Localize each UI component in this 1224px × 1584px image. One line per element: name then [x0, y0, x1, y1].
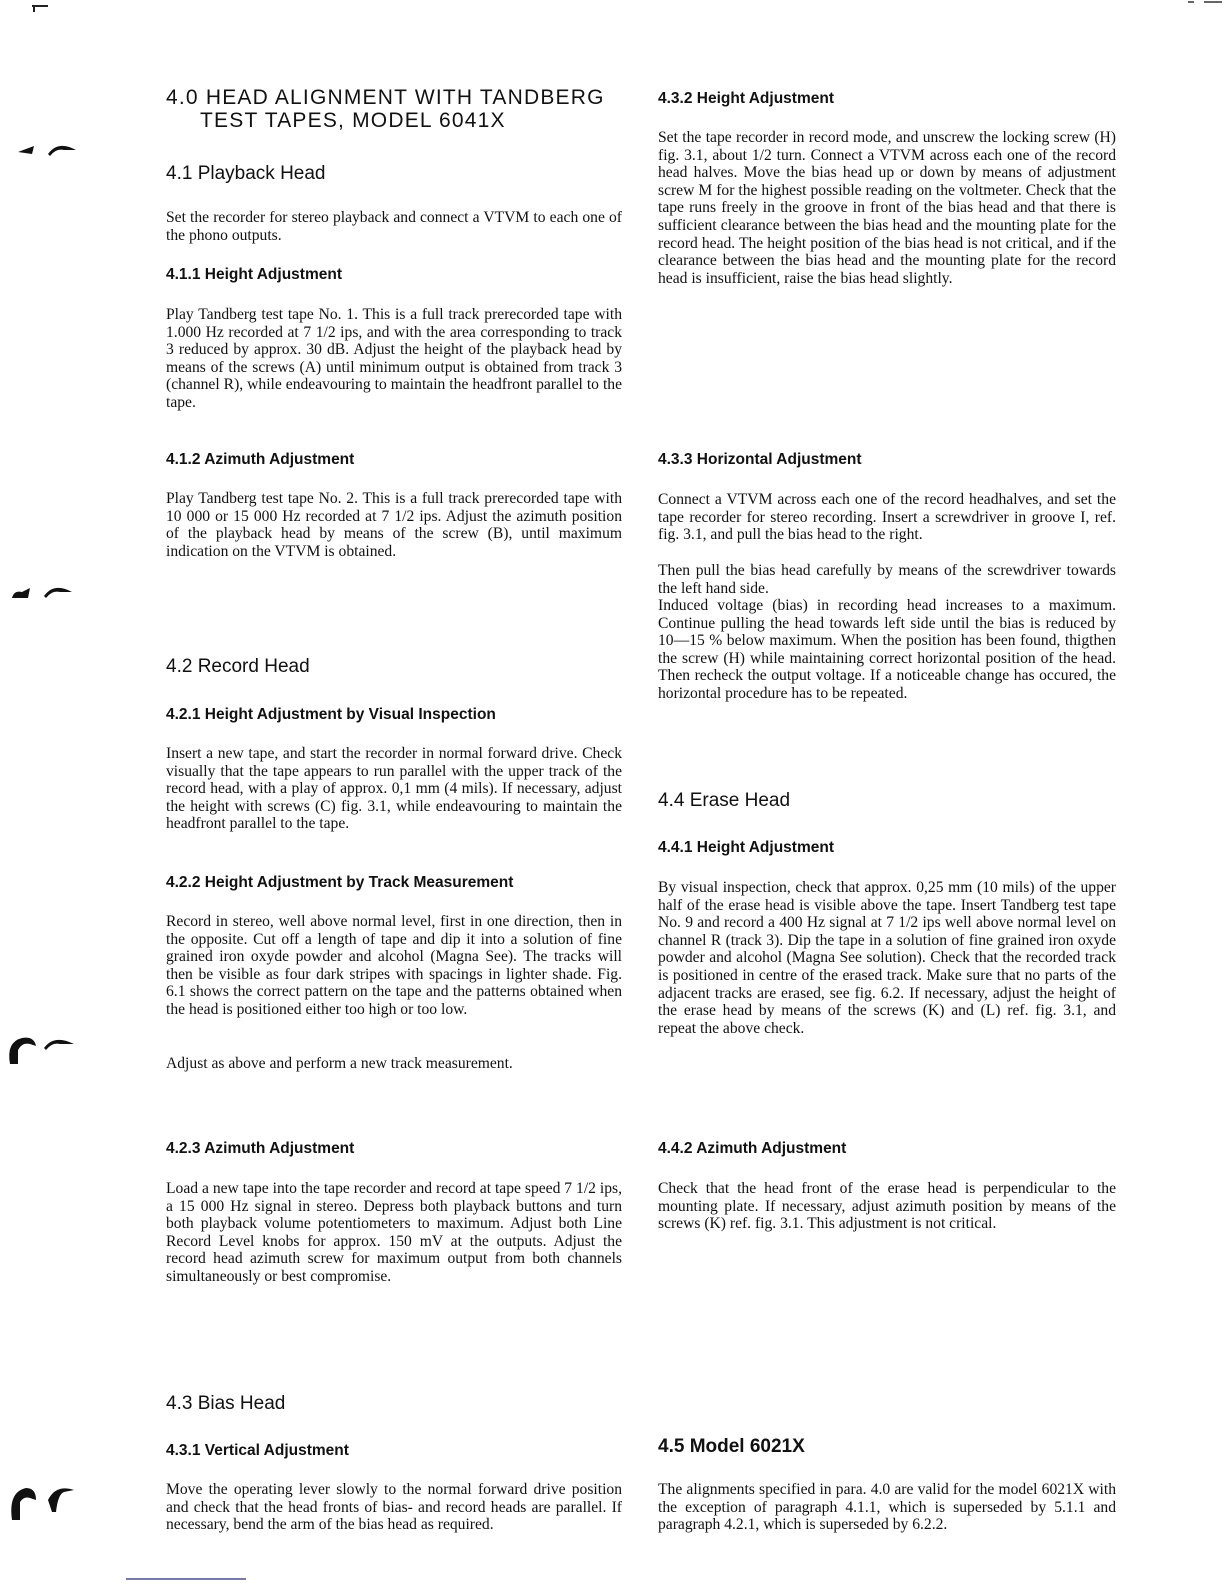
heading-4-2: 4.2 Record Head [166, 656, 310, 677]
heading-4-4-1: 4.4.1 Height Adjustment [658, 839, 834, 856]
heading-4-1: 4.1 Playback Head [166, 163, 326, 184]
heading-4-1-2: 4.1.2 Azimuth Adjustment [166, 451, 355, 468]
heading-4-3: 4.3 Bias Head [166, 1393, 286, 1414]
corner-mark-right [1184, 0, 1224, 6]
text-4-2-1: Insert a new tape, and start the recorder in normal forward drive. Check visually that the tape appears to run parallel with the upper track of the record head, with a play of approx. 0,1 mm (4 mils). If necessary, adjust the height with screws (C) fig. 3.1, while endeavouring to maintain the headfront parallel to the tape. [166, 745, 622, 833]
heading-4-3-2: 4.3.2 Height Adjustment [658, 90, 834, 107]
text-4-3-3-b: Then pull the bias head carefully by means of the screwdriver towards the left hand side. [658, 562, 1116, 597]
heading-4-3-3: 4.3.3 Horizontal Adjustment [658, 451, 862, 468]
title-line-1: 4.0 HEAD ALIGNMENT WITH TANDBERG [166, 86, 605, 109]
bottom-edge-line [126, 1578, 246, 1580]
title-line-2: TEST TAPES, MODEL 6041X [200, 109, 506, 132]
text-4-3-1: Move the operating lever slowly to the normal forward drive position and check that the head fronts of bias- and record heads are parallel. If necessary, bend the arm of the bias head as required. [166, 1481, 622, 1534]
text-4-1: Set the recorder for stereo playback and connect a VTVM to each one of the phono outputs. [166, 209, 622, 244]
text-4-1-1: Play Tandberg test tape No. 1. This is a full track prerecorded tape with 1.000 Hz recorded at 7 1/2 ips, and with the area corresponding to track 3 reduced by approx. 30 dB. Adjust the height of the playback head by means of the screws (A) until minimum output is obtained from track 3 (channel R), while endeavouring to maintain the headfront parallel to the tape. [166, 306, 622, 411]
heading-4-2-1: 4.2.1 Height Adjustment by Visual Inspection [166, 706, 496, 723]
heading-4-1-1: 4.1.1 Height Adjustment [166, 266, 342, 283]
text-4-2-2: Record in stereo, well above normal level, first in one direction, then in the opposite. Cut off a length of tape and dip it into a solution of fine grained iron oxyde powder and alcohol (Magna See). The tracks will then be visible as four dark stripes with spacings in lighter shade. Fig. 6.1 shows the correct pattern on the tape and the patterns obtained when the head is positioned either too high or too low. [166, 913, 622, 1018]
heading-4-2-3: 4.2.3 Azimuth Adjustment [166, 1140, 355, 1157]
heading-4-3-1: 4.3.1 Vertical Adjustment [166, 1442, 349, 1459]
text-4-3-2: Set the tape recorder in record mode, and unscrew the locking screw (H) fig. 3.1, about 1/2 turn. Connect a VTVM across each one of the record head halves. Move the bias head up or down by means of adjustment screw M for the highest possible reading on the voltmeter. Check that the tape runs freely in the groove in front of the bias head and that there is sufficient clearance between the bias head and the mounting plate for the record head. The height position of the bias head is not critical, and if the clearance between the bias head and the mounting plate for the record head is insufficient, raise the bias head slightly. [658, 129, 1116, 287]
heading-4-2-2: 4.2.2 Height Adjustment by Track Measurement [166, 874, 514, 891]
text-4-4-2: Check that the head front of the erase head is perpendicular to the mounting plate. If necessary, adjust azimuth position by means of the screws (K) ref. fig. 3.1. This adjustment is not critical. [658, 1180, 1116, 1233]
text-4-1-2: Play Tandberg test tape No. 2. This is a full track prerecorded tape with 10 000 or 15 000 Hz recorded at 7 1/2 ips. Adjust the azimuth position of the playback head by means of the screw (B), until maximum indication on the VTVM is obtained. [166, 490, 622, 560]
heading-4-4: 4.4 Erase Head [658, 790, 791, 811]
heading-4-5: 4.5 Model 6021X [658, 1436, 805, 1457]
binder-hole-mark-3 [4, 1028, 80, 1068]
text-4-3-3-a: Connect a VTVM across each one of the record headhalves, and set the tape recorder for stereo recording. Insert a screwdriver in groove I, ref. fig. 3.1, and pull the bias head to the right. [658, 491, 1116, 544]
binder-hole-mark-1 [14, 138, 80, 162]
text-4-2-2-adjust: Adjust as above and perform a new track measurement. [166, 1055, 513, 1072]
text-4-4-1: By visual inspection, check that approx. 0,25 mm (10 mils) of the upper half of the erase head is visible above the tape. Insert Tandberg test tape No. 9 and record a 400 Hz signal at 7 1/2 ips well above normal level on channel R (track 3). Dip the tape in a solution of fine grained iron oxyde powder and alcohol (Magna See solution). Check that the recorded track is positioned in centre of the erased track. Make sure that no parts of the adjacent tracks are erased, see fig. 6.2. If necessary, adjust the height of the erase head by means of the screws (K) and (L) ref. fig. 3.1, and repeat the above check. [658, 879, 1116, 1037]
text-4-3-3-c: Induced voltage (bias) in recording head increases to a maximum. Continue pulling the head towards left side until the bias is reduced by 10—15 % below maximum. When the position has been found, thigthen the screw (H) while maintaining correct horizontal position of the head. Then recheck the output voltage. If a noticeable change has occured, the horizontal procedure has to be repeated. [658, 597, 1116, 702]
binder-hole-mark-2 [8, 578, 78, 604]
heading-4-4-2: 4.4.2 Azimuth Adjustment [658, 1140, 847, 1157]
corner-mark [30, 4, 50, 14]
text-4-2-3: Load a new tape into the tape recorder and record at tape speed 7 1/2 ips, a 15 000 Hz signal in stereo. Depress both playback buttons and turn both playback volume potentiometers to maximum. Adjust both Line Record Level knobs for approx. 150 mV at the outputs. Adjust the record head azimuth screw for maximum output from both channels simultaneously or best compromise. [166, 1180, 622, 1285]
page-title [166, 86, 636, 132]
text-4-5: The alignments specified in para. 4.0 are valid for the model 6021X with the exception of paragraph 4.1.1, which is superseded by 5.1.1 and paragraph 4.2.1, which is superseded by 6.2.2. [658, 1481, 1116, 1534]
binder-hole-mark-4 [4, 1476, 82, 1524]
